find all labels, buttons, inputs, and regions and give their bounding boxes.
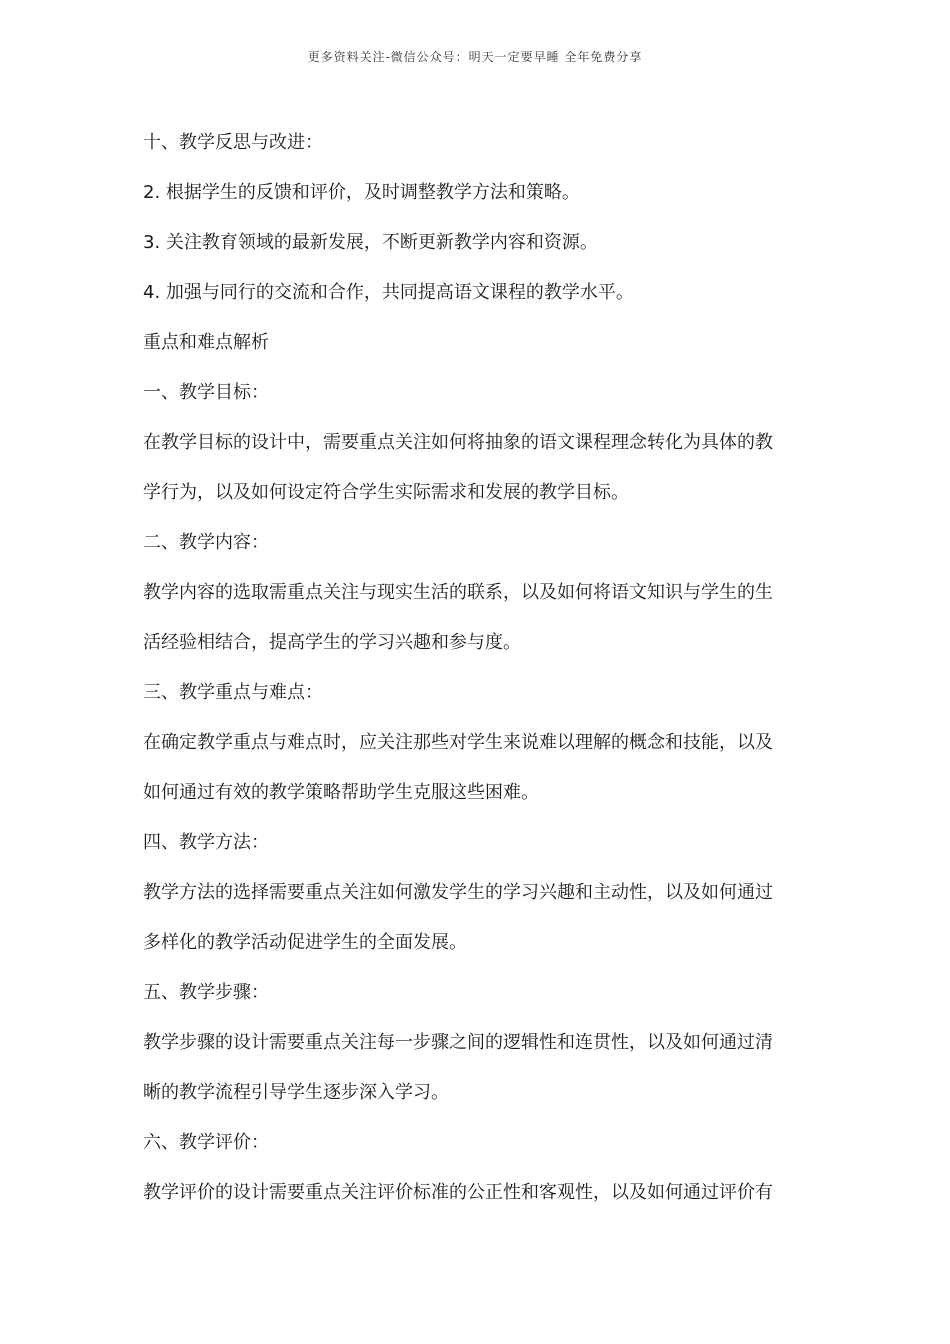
paragraph-line: 教学评价的设计需要重点关注评价标准的公正性和客观性，以及如何通过评价有 — [143, 1182, 773, 1203]
section-heading: 四、教学方法： — [143, 832, 269, 853]
list-item: 3. 关注教育领域的最新发展，不断更新教学内容和资源。 — [143, 232, 598, 253]
list-item: 2. 根据学生的反馈和评价，及时调整教学方法和策略。 — [143, 182, 580, 203]
section-heading: 五、教学步骤： — [143, 982, 269, 1003]
paragraph-line: 教学内容的选取需重点关注与现实生活的联系，以及如何将语文知识与学生的生 — [143, 582, 773, 603]
list-item: 4. 加强与同行的交流和合作，共同提高语文课程的教学水平。 — [143, 282, 634, 303]
paragraph-line: 教学方法的选择需要重点关注如何激发学生的学习兴趣和主动性，以及如何通过 — [143, 882, 773, 903]
paragraph-line: 多样化的教学活动促进学生的全面发展。 — [143, 932, 467, 953]
paragraph-line: 如何通过有效的教学策略帮助学生克服这些困难。 — [143, 782, 539, 803]
paragraph-line: 教学步骤的设计需要重点关注每一步骤之间的逻辑性和连贯性，以及如何通过清 — [143, 1032, 773, 1053]
page-header: 更多资料关注-微信公众号：明天一定要早睡 全年免费分享 — [307, 50, 643, 64]
paragraph-line: 学行为，以及如何设定符合学生实际需求和发展的教学目标。 — [143, 482, 629, 503]
section-heading: 三、教学重点与难点： — [143, 682, 323, 703]
section-heading: 六、教学评价： — [143, 1132, 269, 1153]
paragraph-line: 活经验相结合，提高学生的学习兴趣和参与度。 — [143, 632, 521, 653]
section-heading: 一、教学目标： — [143, 382, 269, 403]
section-heading: 二、教学内容： — [143, 532, 269, 553]
document-body — [143, 118, 815, 1218]
section-heading: 重点和难点解析 — [143, 332, 269, 353]
paragraph-line: 在教学目标的设计中，需要重点关注如何将抽象的语文课程理念转化为具体的教 — [143, 432, 773, 453]
section-heading: 十、教学反思与改进： — [143, 132, 323, 153]
paragraph-line: 在确定教学重点与难点时，应关注那些对学生来说难以理解的概念和技能，以及 — [143, 732, 773, 753]
paragraph-line: 晰的教学流程引导学生逐步深入学习。 — [143, 1082, 449, 1103]
